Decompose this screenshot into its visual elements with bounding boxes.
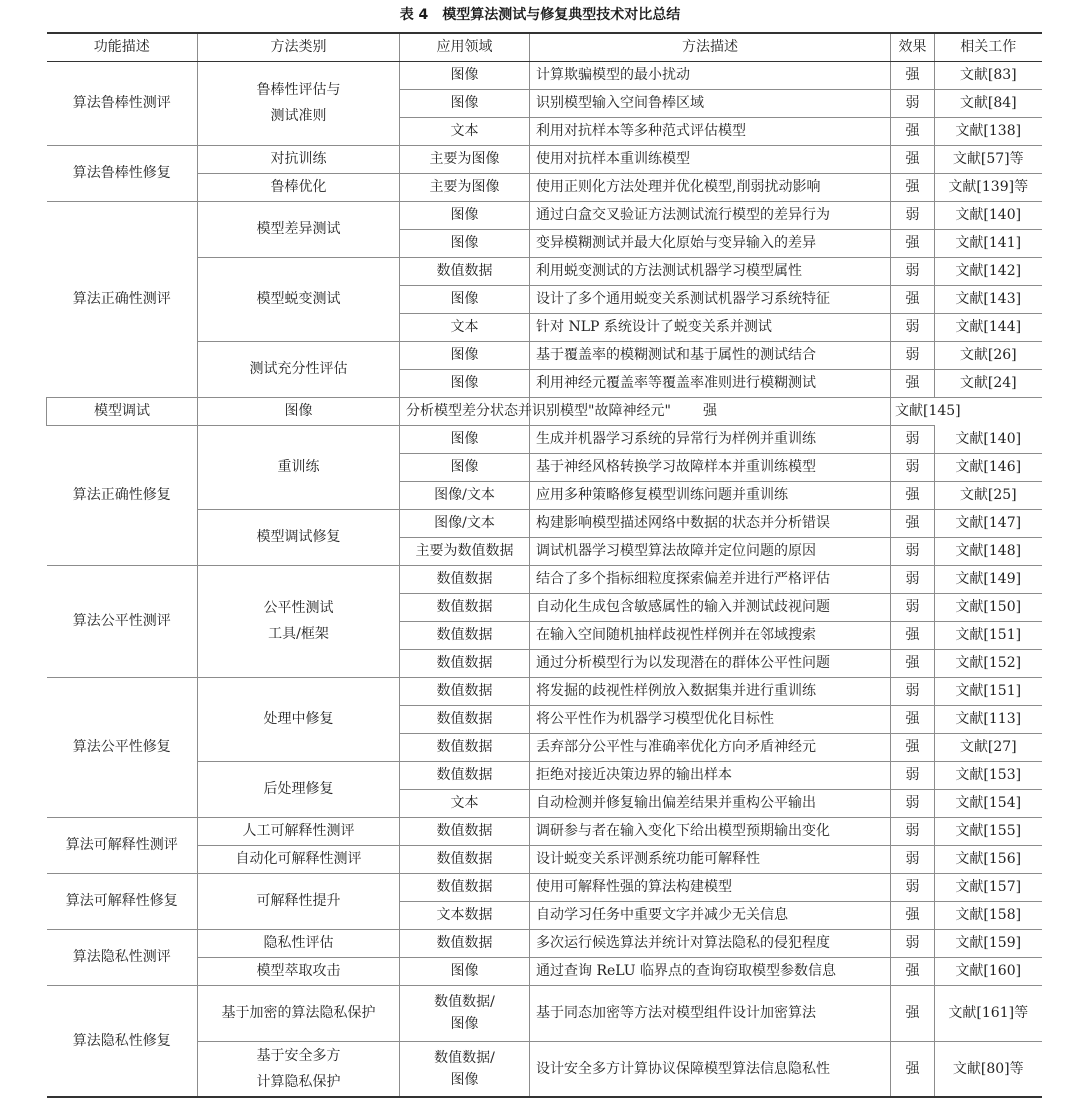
method-category-cell: 模型差异测试 <box>198 201 400 257</box>
related-work-cell: 文献[161]等 <box>935 985 1042 1041</box>
table-number: 表 4 <box>399 7 429 23</box>
method-category-cell: 对抗训练 <box>198 145 400 173</box>
method-category-cell: 鲁棒性评估与 测试准则 <box>198 61 400 145</box>
effect-cell: 强 <box>891 957 935 985</box>
comparison-table <box>46 32 1042 1098</box>
application-domain-cell: 数值数据/ 图像 <box>400 1041 530 1097</box>
application-domain-cell: 数值数据 <box>400 565 530 593</box>
table-row <box>47 425 1042 453</box>
method-category-cell: 可解释性提升 <box>198 873 400 929</box>
method-description-cell: 将发掘的歧视性样例放入数据集并进行重训练 <box>530 677 891 705</box>
application-domain-cell: 数值数据 <box>400 845 530 873</box>
method-description-cell: 使用对抗样本重训练模型 <box>530 145 891 173</box>
related-work-cell: 文献[84] <box>935 89 1042 117</box>
method-description-cell: 拒绝对接近决策边界的输出样本 <box>530 761 891 789</box>
effect-cell: 弱 <box>891 845 935 873</box>
effect-cell: 弱 <box>891 593 935 621</box>
table-row <box>47 201 1042 229</box>
related-work-cell: 文献[25] <box>935 481 1042 509</box>
related-work-cell: 文献[80]等 <box>935 1041 1042 1097</box>
effect-cell: 强 <box>891 733 935 761</box>
effect-cell: 弱 <box>891 341 935 369</box>
application-domain-cell: 图像 <box>400 201 530 229</box>
method-description-cell: 设计蜕变关系评测系统功能可解释性 <box>530 845 891 873</box>
related-work-cell: 文献[143] <box>935 285 1042 313</box>
method-description-cell: 多次运行候选算法并统计对算法隐私的侵犯程度 <box>530 929 891 957</box>
method-description-cell: 利用神经元覆盖率等覆盖率准则进行模糊测试 <box>530 369 891 397</box>
application-domain-cell: 文本 <box>400 117 530 145</box>
method-description-cell: 结合了多个指标细粒度探索偏差并进行严格评估 <box>530 565 891 593</box>
related-work-cell: 文献[57]等 <box>935 145 1042 173</box>
effect-cell: 强 <box>891 649 935 677</box>
application-domain-cell: 数值数据 <box>400 677 530 705</box>
method-category-cell: 处理中修复 <box>198 677 400 761</box>
function-cell: 算法正确性修复 <box>47 425 198 565</box>
function-cell: 算法公平性测评 <box>47 565 198 677</box>
related-work-cell: 文献[151] <box>935 677 1042 705</box>
related-work-cell: 文献[140] <box>935 425 1042 453</box>
effect-cell: 强 <box>891 369 935 397</box>
method-description-cell: 设计了多个通用蜕变关系测试机器学习系统特征 <box>530 285 891 313</box>
table-caption <box>0 2 1080 28</box>
application-domain-cell: 图像 <box>400 285 530 313</box>
method-description-cell: 调试机器学习模型算法故障并定位问题的原因 <box>530 537 891 565</box>
method-category-cell: 基于加密的算法隐私保护 <box>198 985 400 1041</box>
table-row <box>47 145 1042 173</box>
application-domain-cell: 图像 <box>400 957 530 985</box>
related-work-cell: 文献[146] <box>935 453 1042 481</box>
method-description-cell: 设计安全多方计算协议保障模型算法信息隐私性 <box>530 1041 891 1097</box>
effect-cell: 弱 <box>891 873 935 901</box>
effect-cell: 弱 <box>891 677 935 705</box>
method-category-cell: 隐私性评估 <box>198 929 400 957</box>
method-description-cell: 在输入空间随机抽样歧视性样例并在邻域搜索 <box>530 621 891 649</box>
related-work-cell: 文献[159] <box>935 929 1042 957</box>
table-row <box>47 565 1042 593</box>
method-category-cell: 自动化可解释性测评 <box>198 845 400 873</box>
application-domain-cell: 数值数据 <box>400 733 530 761</box>
related-work-cell: 文献[27] <box>935 733 1042 761</box>
effect-cell: 强 <box>530 397 891 425</box>
effect-cell: 弱 <box>891 453 935 481</box>
application-domain-cell: 图像 <box>400 341 530 369</box>
effect-cell: 弱 <box>891 817 935 845</box>
method-description-cell: 利用蜕变测试的方法测试机器学习模型属性 <box>530 257 891 285</box>
header-related-work: 相关工作 <box>935 33 1042 61</box>
related-work-cell: 文献[26] <box>935 341 1042 369</box>
function-cell: 算法隐私性修复 <box>47 985 198 1097</box>
method-description-cell: 构建影响模型描述网络中数据的状态并分析错误 <box>530 509 891 537</box>
application-domain-cell: 主要为图像 <box>400 145 530 173</box>
table-row <box>47 873 1042 901</box>
effect-cell: 强 <box>891 285 935 313</box>
method-description-cell: 通过查询 ReLU 临界点的查询窃取模型参数信息 <box>530 957 891 985</box>
function-cell: 算法鲁棒性修复 <box>47 145 198 201</box>
application-domain-cell: 图像 <box>400 425 530 453</box>
table-row <box>47 985 1042 1041</box>
application-domain-cell: 主要为图像 <box>400 173 530 201</box>
function-cell: 算法鲁棒性测评 <box>47 61 198 145</box>
related-work-cell: 文献[153] <box>935 761 1042 789</box>
header-function: 功能描述 <box>47 33 198 61</box>
related-work-cell: 文献[138] <box>935 117 1042 145</box>
effect-cell: 弱 <box>891 257 935 285</box>
related-work-cell: 文献[150] <box>935 593 1042 621</box>
related-work-cell: 文献[160] <box>935 957 1042 985</box>
table-row <box>47 929 1042 957</box>
related-work-cell: 文献[147] <box>935 509 1042 537</box>
application-domain-cell: 图像/文本 <box>400 481 530 509</box>
method-description-cell: 通过白盒交叉验证方法测试流行模型的差异行为 <box>530 201 891 229</box>
application-domain-cell: 数值数据 <box>400 257 530 285</box>
method-category-cell: 重训练 <box>198 425 400 509</box>
effect-cell: 弱 <box>891 761 935 789</box>
header-row <box>47 33 1042 61</box>
method-description-cell: 调研参与者在输入变化下给出模型预期输出变化 <box>530 817 891 845</box>
header-method-description: 方法描述 <box>530 33 891 61</box>
header-application-domain: 应用领域 <box>400 33 530 61</box>
effect-cell: 弱 <box>891 425 935 453</box>
effect-cell: 弱 <box>891 201 935 229</box>
method-description-cell: 基于覆盖率的模糊测试和基于属性的测试结合 <box>530 341 891 369</box>
application-domain-cell: 图像 <box>400 229 530 257</box>
method-category-cell: 模型萃取攻击 <box>198 957 400 985</box>
method-description-cell: 利用对抗样本等多种范式评估模型 <box>530 117 891 145</box>
method-description-cell: 自动学习任务中重要文字并减少无关信息 <box>530 901 891 929</box>
effect-cell: 弱 <box>891 789 935 817</box>
application-domain-cell: 数值数据 <box>400 929 530 957</box>
effect-cell: 强 <box>891 901 935 929</box>
method-description-cell: 应用多种策略修复模型训练问题并重训练 <box>530 481 891 509</box>
related-work-cell: 文献[157] <box>935 873 1042 901</box>
method-description-cell: 通过分析模型行为以发现潜在的群体公平性问题 <box>530 649 891 677</box>
table-body <box>47 61 1042 1097</box>
method-description-cell: 分析模型差分状态并识别模型"故障神经元" <box>400 397 530 425</box>
table-row <box>47 397 1042 425</box>
effect-cell: 强 <box>891 1041 935 1097</box>
method-category-cell: 模型调试修复 <box>198 509 400 565</box>
related-work-cell: 文献[140] <box>935 201 1042 229</box>
application-domain-cell: 文本 <box>400 789 530 817</box>
effect-cell: 弱 <box>891 565 935 593</box>
method-description-cell: 使用可解释性强的算法构建模型 <box>530 873 891 901</box>
related-work-cell: 文献[24] <box>935 369 1042 397</box>
application-domain-cell: 图像/文本 <box>400 509 530 537</box>
application-domain-cell: 数值数据 <box>400 649 530 677</box>
effect-cell: 强 <box>891 229 935 257</box>
method-description-cell: 生成并机器学习系统的异常行为样例并重训练 <box>530 425 891 453</box>
related-work-cell: 文献[155] <box>935 817 1042 845</box>
related-work-cell: 文献[113] <box>935 705 1042 733</box>
method-category-cell: 模型蜕变测试 <box>198 257 400 341</box>
related-work-cell: 文献[149] <box>935 565 1042 593</box>
related-work-cell: 文献[83] <box>935 61 1042 89</box>
effect-cell: 强 <box>891 481 935 509</box>
application-domain-cell: 图像 <box>400 453 530 481</box>
effect-cell: 弱 <box>891 313 935 341</box>
application-domain-cell: 数值数据 <box>400 593 530 621</box>
application-domain-cell: 主要为数值数据 <box>400 537 530 565</box>
effect-cell: 强 <box>891 985 935 1041</box>
related-work-cell: 文献[144] <box>935 313 1042 341</box>
effect-cell: 强 <box>891 509 935 537</box>
method-category-cell: 公平性测试 工具/框架 <box>198 565 400 677</box>
effect-cell: 强 <box>891 145 935 173</box>
method-category-cell: 测试充分性评估 <box>198 341 400 397</box>
application-domain-cell: 数值数据 <box>400 873 530 901</box>
application-domain-cell: 文本 <box>400 313 530 341</box>
related-work-cell: 文献[145] <box>891 397 935 425</box>
application-domain-cell: 数值数据 <box>400 817 530 845</box>
effect-cell: 弱 <box>891 929 935 957</box>
function-cell: 算法隐私性测评 <box>47 929 198 985</box>
effect-cell: 强 <box>891 61 935 89</box>
related-work-cell: 文献[139]等 <box>935 173 1042 201</box>
method-description-cell: 识别模型输入空间鲁棒区域 <box>530 89 891 117</box>
function-cell: 算法可解释性测评 <box>47 817 198 873</box>
application-domain-cell: 数值数据/ 图像 <box>400 985 530 1041</box>
application-domain-cell: 图像 <box>198 397 400 425</box>
related-work-cell: 文献[158] <box>935 901 1042 929</box>
application-domain-cell: 图像 <box>400 89 530 117</box>
application-domain-cell: 文本数据 <box>400 901 530 929</box>
table-title: 模型算法测试与修复典型技术对比总结 <box>442 7 681 23</box>
table-row <box>47 677 1042 705</box>
method-description-cell: 针对 NLP 系统设计了蜕变关系并测试 <box>530 313 891 341</box>
related-work-cell: 文献[142] <box>935 257 1042 285</box>
effect-cell: 强 <box>891 117 935 145</box>
application-domain-cell: 图像 <box>400 61 530 89</box>
header-method-category: 方法类别 <box>198 33 400 61</box>
method-description-cell: 将公平性作为机器学习模型优化目标性 <box>530 705 891 733</box>
function-cell: 算法可解释性修复 <box>47 873 198 929</box>
header-effect: 效果 <box>891 33 935 61</box>
effect-cell: 强 <box>891 621 935 649</box>
method-description-cell: 计算欺骗模型的最小扰动 <box>530 61 891 89</box>
method-category-cell: 基于安全多方 计算隐私保护 <box>198 1041 400 1097</box>
method-description-cell: 自动化生成包含敏感属性的输入并测试歧视问题 <box>530 593 891 621</box>
effect-cell: 弱 <box>891 537 935 565</box>
method-category-cell: 模型调试 <box>47 397 198 425</box>
function-cell: 算法公平性修复 <box>47 677 198 817</box>
application-domain-cell: 图像 <box>400 369 530 397</box>
method-description-cell: 变异模糊测试并最大化原始与变异输入的差异 <box>530 229 891 257</box>
related-work-cell: 文献[156] <box>935 845 1042 873</box>
related-work-cell: 文献[141] <box>935 229 1042 257</box>
function-cell: 算法正确性测评 <box>47 201 198 397</box>
table-row <box>47 817 1042 845</box>
table-row <box>47 61 1042 89</box>
application-domain-cell: 数值数据 <box>400 621 530 649</box>
method-category-cell: 后处理修复 <box>198 761 400 817</box>
method-description-cell: 自动检测并修复输出偏差结果并重构公平输出 <box>530 789 891 817</box>
application-domain-cell: 数值数据 <box>400 705 530 733</box>
method-description-cell: 使用正则化方法处理并优化模型,削弱扰动影响 <box>530 173 891 201</box>
application-domain-cell: 数值数据 <box>400 761 530 789</box>
related-work-cell: 文献[152] <box>935 649 1042 677</box>
related-work-cell: 文献[151] <box>935 621 1042 649</box>
effect-cell: 强 <box>891 705 935 733</box>
method-description-cell: 丢弃部分公平性与准确率优化方向矛盾神经元 <box>530 733 891 761</box>
method-category-cell: 人工可解释性测评 <box>198 817 400 845</box>
related-work-cell: 文献[154] <box>935 789 1042 817</box>
method-category-cell: 鲁棒优化 <box>198 173 400 201</box>
effect-cell: 强 <box>891 173 935 201</box>
effect-cell: 弱 <box>891 89 935 117</box>
method-description-cell: 基于同态加密等方法对模型组件设计加密算法 <box>530 985 891 1041</box>
method-description-cell: 基于神经风格转换学习故障样本并重训练模型 <box>530 453 891 481</box>
related-work-cell: 文献[148] <box>935 537 1042 565</box>
